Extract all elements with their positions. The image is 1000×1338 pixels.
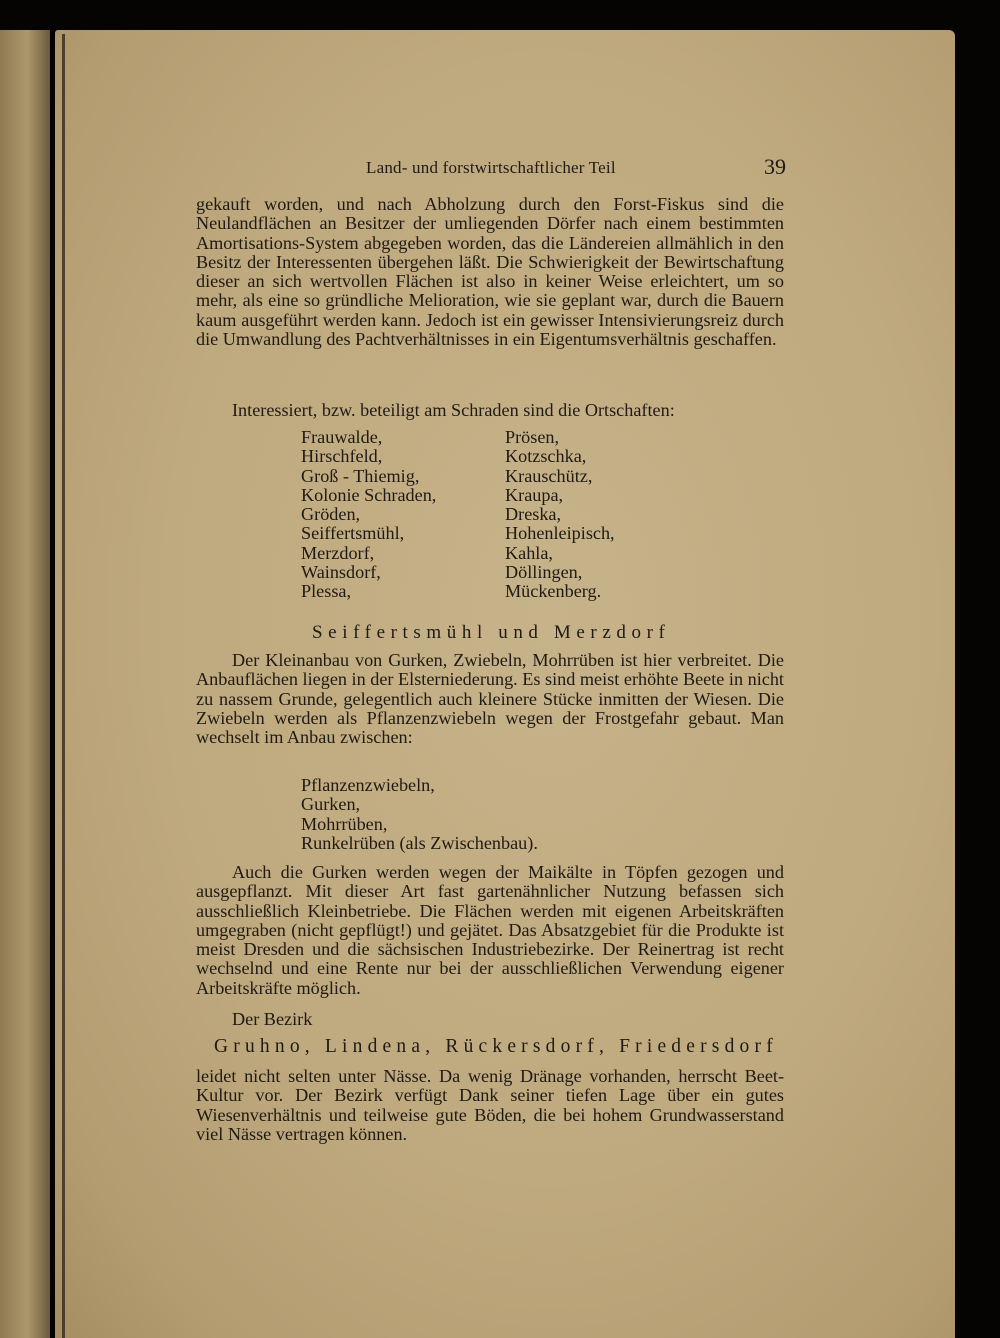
- village-item: Kahla,: [505, 542, 553, 563]
- paragraph-6: [196, 1067, 784, 1144]
- village-item: Hirschfeld,: [301, 446, 383, 467]
- section-heading-seiffertsmuehl: Seiffertsmühl und Merzdorf: [312, 622, 671, 643]
- village-item: Prösen,: [505, 427, 560, 447]
- village-item: Mückenberg.: [505, 581, 602, 602]
- villages-list-right: [505, 428, 615, 602]
- crop-item: Runkelrüben (als Zwischenbau).: [301, 832, 538, 853]
- section-heading-gruhno: Gruhno, Lindena, Rückersdorf, Friedersdorf: [214, 1036, 778, 1057]
- running-header: Land- und forstwirtschaftlicher Teil: [366, 158, 616, 177]
- village-item: Krauschütz,: [505, 465, 593, 486]
- crop-item: Pflanzenzwiebeln,: [301, 775, 435, 795]
- paragraph-2: Interessiert, bzw. beteiligt am Schraden sind die Ortschaften:: [232, 400, 675, 420]
- crop-item: Gurken,: [301, 794, 361, 815]
- page-spine-shadow: [62, 34, 65, 1338]
- paragraph-4: [196, 863, 784, 998]
- village-item: Groß - Thiemig,: [301, 465, 420, 486]
- facing-page-edge: [0, 30, 50, 1338]
- village-item: Frauwalde,: [301, 427, 383, 447]
- paragraph-6-text: leidet nicht selten unter Nässe. Da wenig Dränage vorhanden, herrscht Beet-Kultur vor. Der Bezirk verfügt Dank seiner tiefen Lage über ein gutes Wiesenverhältnis und teilweise gute Böden, die bei hohem Grundwasserstand viel Nässe vertragen können.: [196, 1066, 784, 1144]
- village-item: Döllingen,: [505, 562, 583, 583]
- crop-item: Mohrrüben,: [301, 813, 388, 834]
- village-item: Plessa,: [301, 581, 352, 602]
- paragraph-3-text: Der Kleinanbau von Gurken, Zwiebeln, Mohrrüben ist hier verbreitet. Die Anbauflächen liegen in der Elsterniederung. Es sind meist erhöhte Beete in nicht zu nassem Grunde, gelegentlich auch kleinere Stücke inmitten der Wiesen. Die Zwiebeln werden als Pflanzenzwiebeln wegen der Frostgefahr gebaut. Man wechselt im Anbau zwischen:: [196, 650, 784, 748]
- village-item: Merzdorf,: [301, 542, 375, 563]
- village-item: Dreska,: [505, 504, 562, 525]
- village-item: Kolonie Schraden,: [301, 484, 437, 505]
- village-item: Wainsdorf,: [301, 562, 381, 583]
- crops-list: [301, 776, 538, 853]
- village-item: Seiffertsmühl,: [301, 523, 405, 544]
- page-number: 39: [764, 154, 786, 179]
- village-item: Gröden,: [301, 504, 361, 525]
- villages-list-left: [301, 428, 436, 602]
- village-item: Kotzschka,: [505, 446, 587, 467]
- paragraph-5: Der Bezirk: [232, 1009, 313, 1029]
- paragraph-1: [196, 195, 784, 349]
- paragraph-1-text: gekauft worden, und nach Abholzung durch den Forst-Fiskus sind die Neulandflächen an Besitzer der umliegenden Dörfer nach einem bestimmten Amortisations-System abgegeben worden, das die Ländereien allmählich in den Besitz der Interessenten übergehen läßt. Die Schwierigkeit der Bewirtschaftung dieser an sich wertvollen Flächen ist also in keiner Weise erleichtert, um so mehr, als eine so gründliche Melioration, wie sie geplant war, durch die Bauern kaum ausgeführt werden kann. Jedoch ist ein gewisser Intensivierungsreiz durch die Umwandlung des Pachtverhältnisses in ein Eigentumsverhältnis geschaffen.: [196, 194, 784, 350]
- village-item: Kraupa,: [505, 484, 564, 505]
- paragraph-3: [196, 651, 784, 747]
- paragraph-4-text: Auch die Gurken werden wegen der Maikälte in Töpfen gezogen und ausgepflanzt. Mit dieser Art fast gartenähnlicher Nutzung befassen sich ausschließlich Kleinbetriebe. Die Flächen werden mit eigenen Arbeitskräften umgegraben (nicht gepflügt!) und gejätet. Das Absatzgebiet für die Produkte ist meist Dresden und die sächsischen Industriebezirke. Der Reinertrag ist recht wechselnd und eine Rente nur bei der ausschließlichen Verwendung eigener Arbeitskräfte möglich.: [196, 862, 784, 998]
- village-item: Hohenleipisch,: [505, 523, 615, 544]
